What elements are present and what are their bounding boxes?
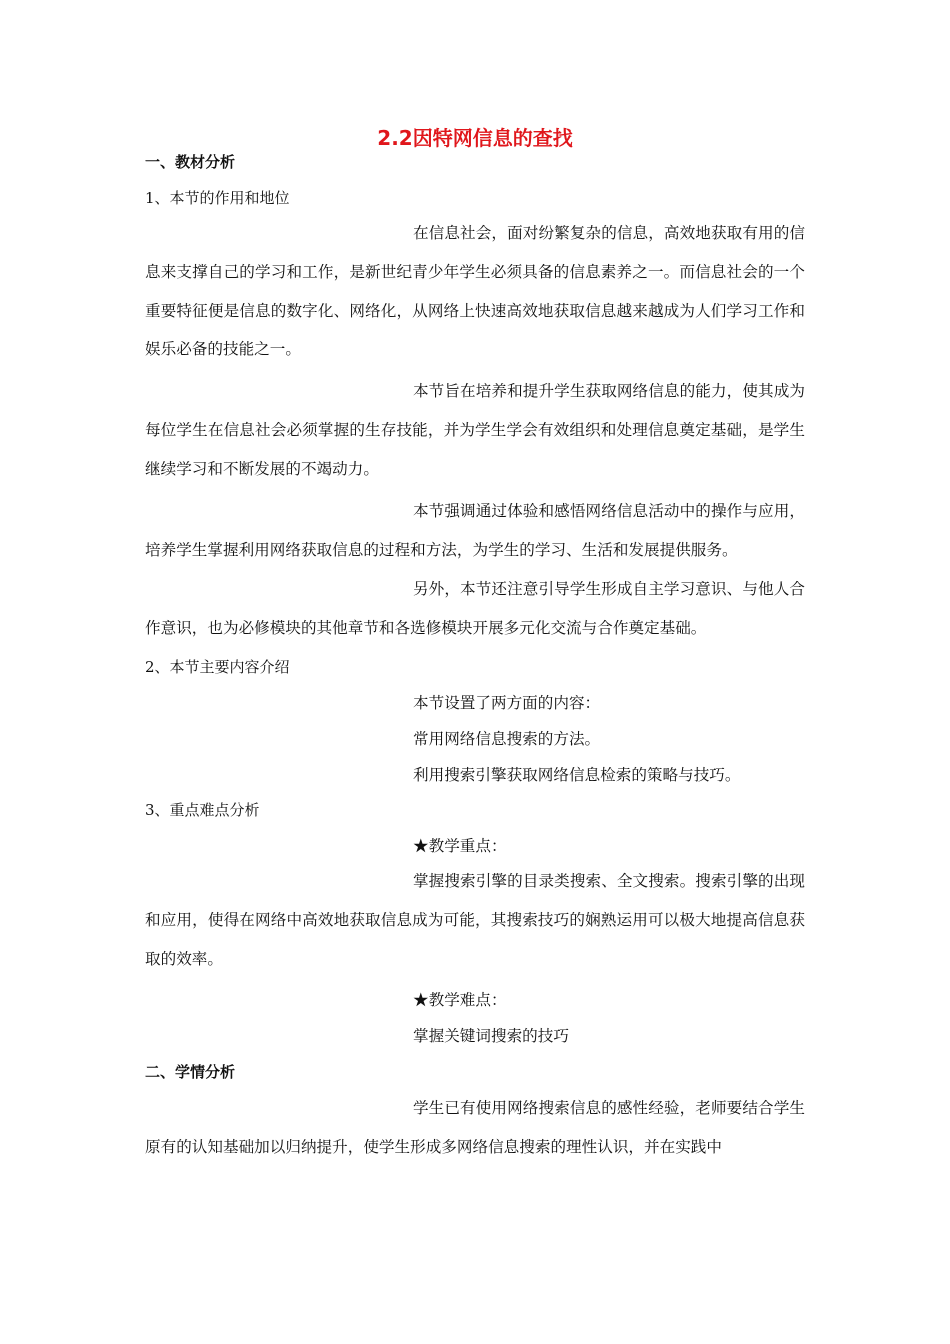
key-point-text: 掌握搜索引擎的目录类搜索、全文搜索。搜索引擎的出现和应用，使得在网络中高效地获取信息成为可能，其搜索技巧的娴熟运用可以极大地提高信息获取的效率。 xyxy=(145,872,805,968)
difficult-point-text: 掌握关键词搜索的技巧 xyxy=(413,1027,569,1045)
subsection-label-content: 2、本节主要内容介绍 xyxy=(145,658,290,676)
document-title: 2.2因特网信息的查找 xyxy=(377,126,573,150)
section-heading-learner-analysis: 二、学情分析 xyxy=(145,1063,236,1081)
key-point-label: ★教学重点： xyxy=(413,837,507,855)
paragraph-role-1: 在信息社会，面对纷繁复杂的信息，高效地获取有用的信息来支撑自己的学习和工作，是新世纪青少年学生必须具备的信息素养之一。而信息社会的一个重要特征便是信息的数字化、网络化，从网络上快速高效地获取信息越来越成为人们学习工作和娱乐必备的技能之一。 xyxy=(145,224,805,359)
content-item-2: 利用搜索引擎获取网络信息检索的策略与技巧。 xyxy=(413,766,741,784)
section-heading-textbook-analysis: 一、教材分析 xyxy=(145,153,236,171)
paragraph-learner-1: 学生已有使用网络搜索信息的感性经验，老师要结合学生原有的认知基础加以归纳提升，使学生形成多网络信息搜索的理性认识，并在实践中 xyxy=(145,1099,805,1156)
subsection-label-key-difficult: 3、重点难点分析 xyxy=(145,801,260,819)
paragraph-role-4: 另外，本节还注意引导学生形成自主学习意识、与他人合作意识，也为必修模块的其他章节和各选修模块开展多元化交流与合作奠定基础。 xyxy=(145,580,805,637)
content-item-1: 常用网络信息搜索的方法。 xyxy=(413,730,601,748)
paragraph-role-2: 本节旨在培养和提升学生获取网络信息的能力，使其成为每位学生在信息社会必须掌握的生存技能，并为学生学会有效组织和处理信息奠定基础，是学生继续学习和不断发展的不竭动力。 xyxy=(145,382,805,478)
subsection-label-role: 1、本节的作用和地位 xyxy=(145,189,290,207)
difficult-point-label: ★教学难点： xyxy=(413,991,507,1009)
paragraph-role-3: 本节强调通过体验和感悟网络信息活动中的操作与应用，培养学生掌握利用网络获取信息的过程和方法，为学生的学习、生活和发展提供服务。 xyxy=(145,502,805,559)
content-intro: 本节设置了两方面的内容： xyxy=(413,694,601,712)
